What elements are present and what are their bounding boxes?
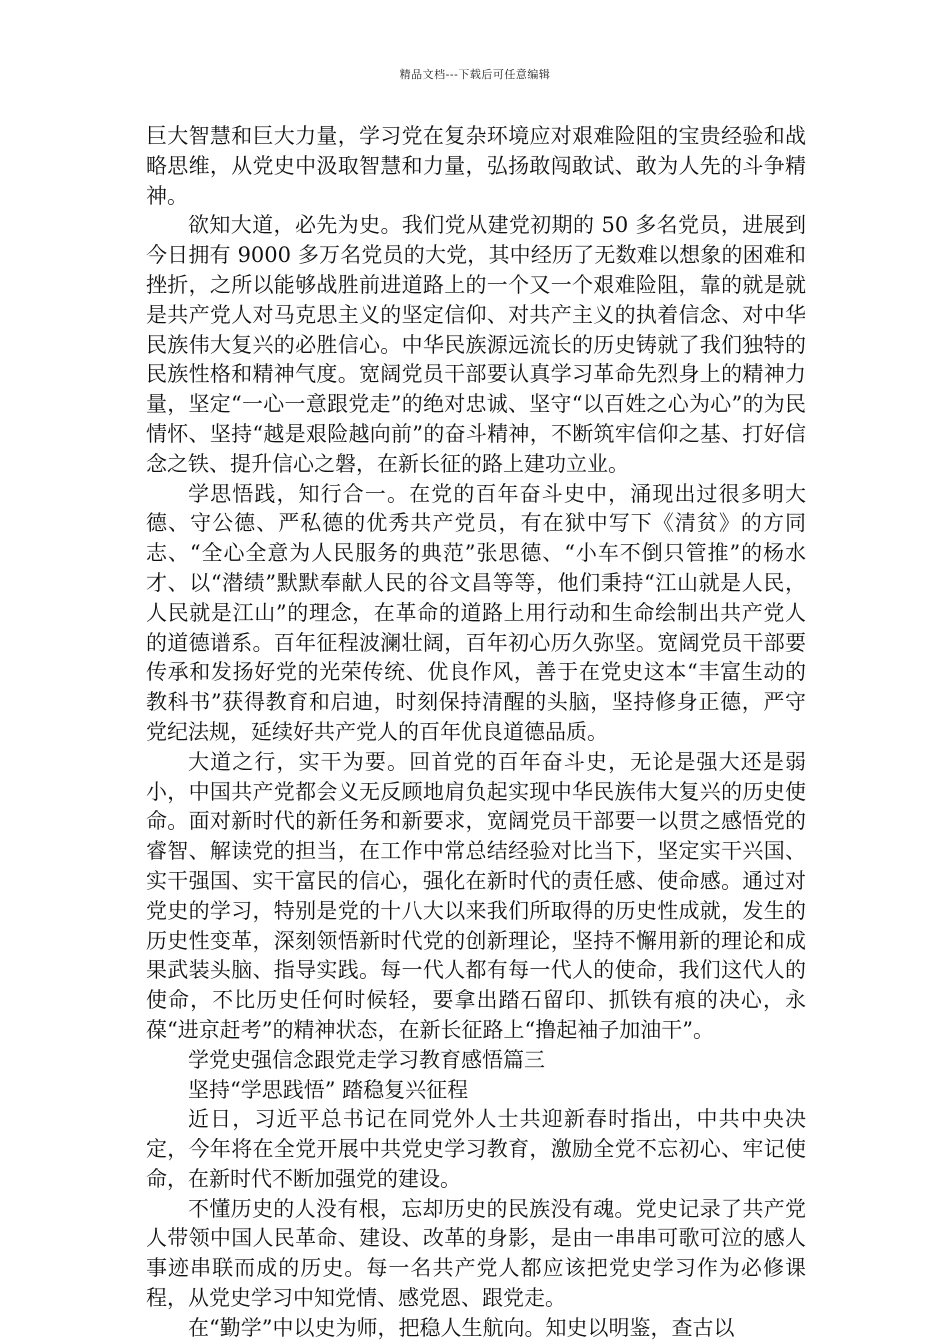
page-header: 精品文档---下载后可任意编辑 (399, 68, 551, 81)
section-title: 学党史强信念跟党走学习教育感悟篇三 (188, 1047, 545, 1072)
paragraph-1: 巨大智慧和巨大力量，学习党在复杂环境应对艰难险阻的宝贵经验和战略思维，从党史中汲取智慧和力量，弘扬敢闯敢试、敢为人先的斗争精神。 (146, 124, 806, 208)
document-body (146, 122, 806, 1344)
paragraph-2: 欲知大道，必先为史。我们党从建党初期的 50 多名党员，进展到今日拥有 9000 多万名党员的大党，其中经历了无数难以想象的困难和挫折，之所以能够战胜前进道路上的一个又一个艰难险阻，靠的就是就是共产党人对马克思主义的坚定信仰、对共产主义的执着信念、对中华民族伟大复兴的必胜信心。中华民族源远流长的历史铸就了我们独特的民族性格和精神气度。宽阔党员干部要认真学习革命先烈身上的精神力量，坚定“一心一意跟党走”的绝对忠诚、坚守“以百姓之心为心”的为民情怀、坚持“越是艰险越向前”的奋斗精神，不断筑牢信仰之基、打好信念之铁、提升信心之磐，在新长征的路上建功立业。 (146, 213, 806, 476)
section-subtitle: 坚持“学思践悟” 踏稳复兴征程 (188, 1077, 469, 1102)
paragraph-6: 不懂历史的人没有根，忘却历史的民族没有魂。党史记录了共产党人带领中国人民革命、建设、改革的身影，是由一串串可歌可泣的感人事迹串联而成的历史。每一名共产党人都应该把党史学习作为必修课程，从党史学习中知党情、感党恩、跟党走。 (146, 1196, 806, 1311)
paragraph-5: 近日，习近平总书记在同党外人士共迎新春时指出，中共中央决定，今年将在全党开展中共党史学习教育，激励全党不忘初心、牢记使命，在新时代不断加强党的建设。 (146, 1107, 806, 1191)
paragraph-4: 大道之行，实干为要。回首党的百年奋斗史，无论是强大还是弱小，中国共产党都会义无反顾地肩负起实现中华民族伟大复兴的历史使命。面对新时代的新任务和新要求，宽阔党员干部要一以贯之感悟党的睿智、解读党的担当，在工作中常总结经验对比当下，坚定实干兴国、实干强国、实干富民的信心，强化在新时代的责任感、使命感。通过对党史的学习，特别是党的十八大以来我们所取得的历史性成就，发生的历史性变革，深刻领悟新时代党的创新理论，坚持不懈用新的理论和成果武装头脑、指导实践。每一代人都有每一代人的使命，我们这代人的使命，不比历史任何时候轻，要拿出踏石留印、抓铁有痕的决心，永葆“进京赶考”的精神状态，在新长征路上“撸起袖子加油干”。 (146, 749, 806, 1042)
paragraph-3: 学思悟践，知行合一。在党的百年奋斗史中，涌现出过很多明大德、守公德、严私德的优秀共产党员，有在狱中写下《清贫》的方同志、“全心全意为人民服务的典范”张思德、“小车不倒只管推”的杨水才、以“潜绩”默默奉献人民的谷文昌等等，他们秉持“江山就是人民，人民就是江山”的理念，在革命的道路上用行动和生命绘制出共产党人的道德谱系。百年征程波澜壮阔，百年初心历久弥坚。宽阔党员干部要传承和发扬好党的光荣传统、优良作风，善于在党史这本“丰富生动的教科书”获得教育和启迪，时刻保持清醒的头脑，坚持修身正德，严守党纪法规，延续好共产党人的百年优良道德品质。 (146, 481, 806, 744)
paragraph-7: 在“勤学”中以史为师，把稳人生航向。知史以明鉴，查古以 (188, 1315, 735, 1340)
